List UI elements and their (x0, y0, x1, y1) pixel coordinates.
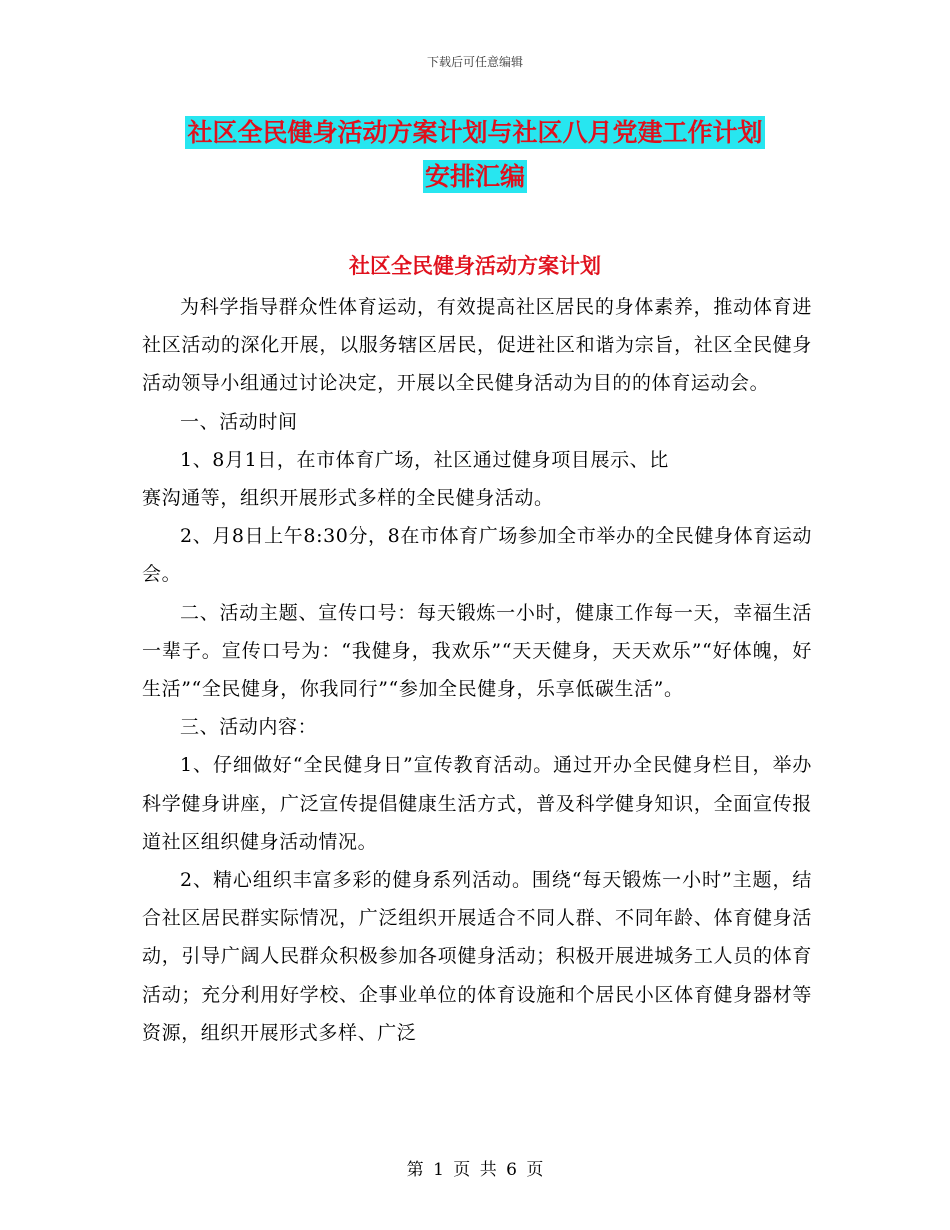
page-number: 第 1 页 共 6 页 (406, 1160, 544, 1180)
paragraph-intro: 为科学指导群众性体育运动，有效提高社区居民的身体素养，推动体育进社区活动的深化开展，以服务辖区居民，促进社区和谐为宗旨，社区全民健身活动领导小组通过讨论决定，开展以全民健身活动为目的的体育运动会。 (142, 296, 812, 395)
paragraph-time-item1: 1、8月1日，在市体育广场，社区通过健身项目展示、比 (180, 448, 669, 471)
section-title: 社区全民健身活动方案计划 (349, 254, 601, 278)
document-title (142, 111, 808, 199)
document-body (142, 288, 812, 1052)
paragraph-content-item1: 1、仔细做好“全民健身日”宣传教育活动。通过开办全民健身栏目，举办科学健身讲座，广泛宣传提倡健康生活方式，普及科学健身知识，全面宣传报道社区组织健身活动情况。 (142, 754, 812, 853)
paragraph-time-item2: 2、月8日上午8:30分，8在市体育广场参加全市举办的全民健身体育运动会。 (142, 525, 812, 586)
paragraph-content-item2: 2、精心组织丰富多彩的健身系列活动。围绕“每天锻炼一小时”主题，结合社区居民群实际情况，广泛组织开展适合不同人群、不同年龄、体育健身活动，引导广阔人民群众积极参加各项健身活动；积极开展进城务工人员的体育活动；充分利用好学校、企事业单位的体育设施和个居民小区体育健身器材等资源，组织开展形式多样、广泛 (142, 869, 812, 1044)
header-note: 下载后可任意编辑 (426, 55, 523, 69)
paragraph-time-item1-cont: 赛沟通等，组织开展形式多样的全民健身活动。 (142, 487, 554, 510)
heading-activity-time: 一、活动时间 (180, 410, 298, 433)
paragraph-theme-slogan: 二、活动主题、宣传口号：每天锻炼一小时，健康工作每一天，幸福生活一辈子。宣传口号为：“我健身，我欢乐”“天天健身，天天欢乐”“好体魄，好生活”“全民健身，你我同行”“参加全民健身，乐享低碳生活”。 (142, 601, 812, 701)
document-title-line1: 社区全民健身活动方案计划与社区八月党建工作计划 (187, 118, 763, 147)
document-title-line2: 安排汇编 (424, 162, 525, 191)
heading-activity-content: 三、活动内容： (180, 716, 318, 739)
